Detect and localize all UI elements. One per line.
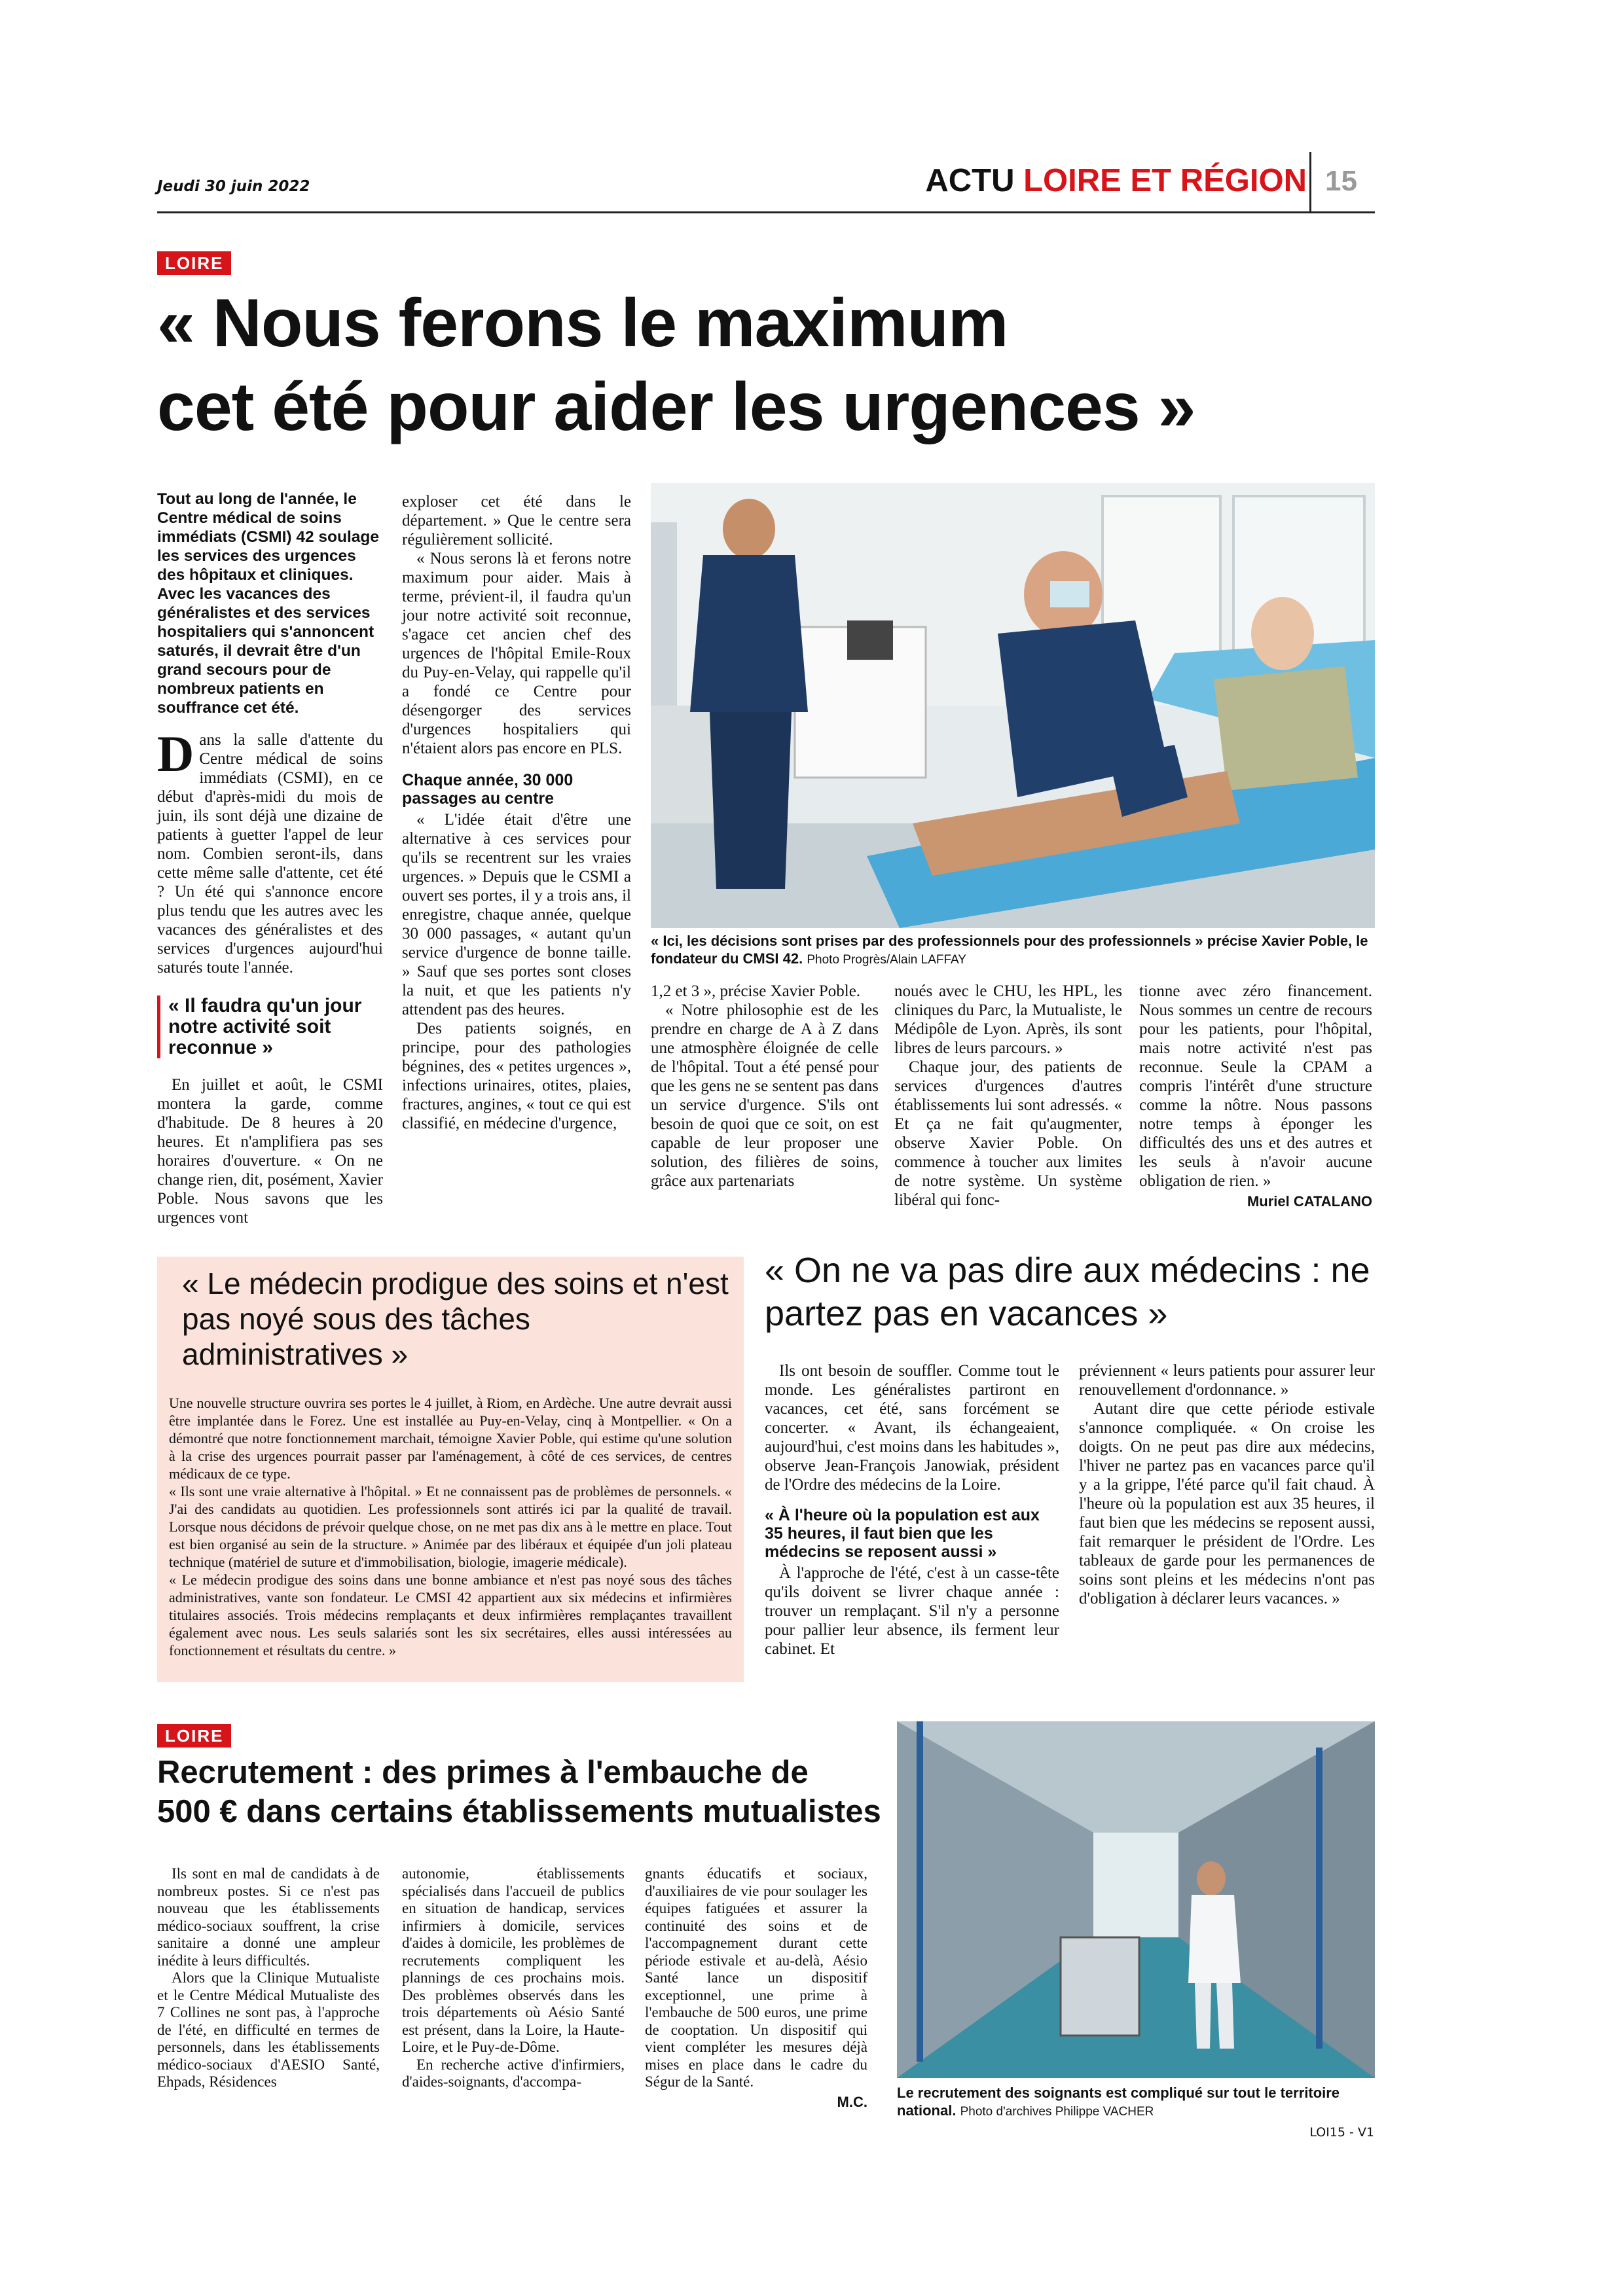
side-headline: « On ne va pas dire aux médecins : ne partez pas en vacances » — [765, 1251, 1370, 1333]
article-lead: Tout au long de l'année, le Centre médical de soins immédiats (CSMI) 42 soulage les services des urgences des hôpitaux et cliniques. Avec les vacances des généralistes et des services hospitaliers qui s'annoncent saturés, il devrait être d'un grand secours pour de nombreux patients en souffrance cet été. — [157, 490, 380, 717]
side-column-2 — [1079, 1361, 1375, 1608]
header-divider-vertical — [1309, 152, 1311, 212]
box-paragraph: Une nouvelle structure ouvrira ses portes le 4 juillet, à Riom, en Ardèche. Une autre devrait aussi être implantée dans le Forez. Une est installée au Puy-en-Velay, cinq à Montpellier. « On a démontré que notre fonctionnement marchait, témoigne Xavier Poble, qui estime qu'une solution à la crise des urgences pourrait passer par l'aménagement, à côté de ces services, de centres médicaux de ce type. — [169, 1395, 732, 1482]
second-headline-line-1: Recrutement : des primes à l'embauche de — [157, 1755, 809, 1790]
second-column-2 — [402, 1865, 625, 2091]
article-column-4 — [894, 982, 1122, 1210]
photo-credit: Photo Progrès/Alain LAFFAY — [807, 953, 966, 967]
article-paragraph: Ils ont besoin de souffler. Comme tout le monde. Les généralistes partiront en vacances, cet été, sans forcément se concerter. « Avant, ils échangeaient, aujourd'hui, c'est moins dans les habitudes », observe Jean-François Janowiak, président de l'Ordre des médecins de la Loire. — [765, 1362, 1059, 1494]
article-paragraph: gnants éducatifs et sociaux, d'auxiliaires de vie pour soulager les équipes fatiguées et assurer la continuité des soins et de l'accompagnement durant cette période estivale et au-delà, Aésio Santé lance un dispositif exceptionnel, une prime à l'embauche de 500 euros, une prime de cooptation. Un dispositif qui vient compléter les mesures déjà mises en place dans le cadre du Ségur de la Santé. — [645, 1865, 867, 2090]
article-paragraph: À l'approche de l'été, c'est à un casse-tête qu'ils doivent se livrer chaque année : trouver un remplaçant. S'il n'y a personne pour pallier leur absence, ils ferment leur cabinet. Et — [765, 1564, 1059, 1658]
article-subheading: Chaque année, 30 000 passages au centre — [402, 771, 574, 808]
side-column-1 — [765, 1361, 1059, 1659]
section-tag-loire: LOIRE — [157, 251, 231, 275]
article-paragraph: Alors que la Clinique Mutualiste et le Centre Médical Mutualiste des 7 Collines ne sont pas, à l'approche de l'été, en difficulté en termes de personnels, dans les établissements médico-sociaux d'AESIO Santé, Ehpads, Résidences — [157, 1969, 380, 2090]
section-header — [925, 162, 1307, 199]
page-number: 15 — [1325, 165, 1357, 197]
corridor-illustration — [897, 1721, 1375, 2078]
page-code: LOI15 - V1 — [1309, 2125, 1374, 2140]
header-rule — [157, 211, 1375, 213]
article-paragraph: préviennent « leurs patients pour assurer leur renouvellement d'ordonnance. » — [1079, 1362, 1375, 1399]
section-name: LOIRE ET RÉGION — [1023, 163, 1307, 198]
second-photo-caption — [897, 2084, 1375, 2121]
article-subheading: « À l'heure où la population est aux 35 heures, il faut bien que les médecins se reposent aussi » — [765, 1506, 1040, 1561]
article-paragraph: exploser cet été dans le département. » Que le centre sera régulièrement sollicité. — [402, 493, 631, 548]
author-signature: Muriel CATALANO — [1247, 1193, 1372, 1210]
headline-line-1: « Nous ferons le maximum — [157, 285, 1008, 361]
author-signature: M.C. — [837, 2093, 867, 2110]
caption-text: Le recrutement des soignants est compliqué sur tout le territoire national. — [897, 2085, 1340, 2119]
box-paragraph: « Le médecin prodigue des soins dans une bonne ambiance et n'est pas noyé sous des tâches administratives, vante son fondateur. Le CMSI 42 appartient aux six médecins et infirmières titulaires associés. Trois médecins remplaçants et deux infirmières remplaçantes travaillent également avec nous. Les seuls salariés sont les six secrétaires, elles aussi intéressées au fonctionnement et résultats du centre. » — [169, 1571, 732, 1659]
box-title: « Le médecin prodigue des soins et n'est pas noyé sous des tâches administratives » — [182, 1266, 729, 1371]
second-column-1 — [157, 1865, 380, 2091]
article-paragraph: tionne avec zéro financement. Nous sommes un centre de recours pour les patients, pour l'hôpital, mais notre activité n'est pas reconnue. Seule la CPAM a compris l'intérêt d'une structure comme la nôtre. Nous passons notre temps à éponger les difficultés des uns et des autres et les seuls à n'avoir aucune obligation de rien. » — [1139, 982, 1372, 1190]
section-tag-loire-2: LOIRE — [157, 1724, 231, 1748]
second-headline — [157, 1753, 881, 1831]
article-paragraph: Ils sont en mal de candidats à de nombreux postes. Si ce n'est pas nouveau que les établissements médico-sociaux souffrent, la crise sanitaire a donné une ampleur inédite à leurs difficultés. — [157, 1865, 380, 1969]
article-column-5 — [1139, 982, 1372, 1210]
headline-line-2: cet été pour aider les urgences » — [157, 369, 1195, 445]
box-paragraph: « Ils sont une vraie alternative à l'hôpital. » Et ne connaissent pas de problèmes de personnels. « J'ai des candidats au quotidien. Les professionnels sont attirés ici par la qualité de travail. Lorsque nous décidons de prévoir quelque chose, on ne met pas dix ans à le mettre en place. Tout est bien organisé au sein de la structure. » Animée par des libéraux et équipée d'un joli plateau technique (matériel de suture et d'immobilisation, biologie, imagerie médicale). — [169, 1483, 732, 1570]
article-paragraph: « Notre philosophie est de les prendre en charge de A à Z dans une atmosphère éloignée de celle de l'hôpital. Tout a été pensé pour que les gens ne se sentent pas dans un service d'urgence. S'ils ont besoin de quoi que ce soit, on est capable de leur proposer une solution, des filières de soins, grâce aux partenariats — [651, 1001, 879, 1190]
article-paragraph: Chaque jour, des patients de services d'urgences d'autres établissements lui sont adressés. « Et ça ne fait qu'augmenter, observe Xavier Poble. On commence à toucher aux limites de notre système. Un système libéral qui fonc- — [894, 1058, 1122, 1209]
issue-date: Jeudi 30 juin 2022 — [157, 178, 310, 195]
main-photo-caption — [651, 932, 1375, 969]
article-paragraph: 1,2 et 3 », précise Xavier Poble. — [651, 982, 861, 1000]
main-headline — [157, 281, 1195, 449]
article-photo-hospital-corridor — [897, 1721, 1375, 2078]
article-column-2 — [402, 492, 631, 1133]
article-paragraph: En recherche active d'infirmiers, d'aides-soignants, d'accompa- — [402, 2056, 625, 2090]
second-column-3 — [645, 1865, 867, 2111]
sidebar-box — [157, 1257, 744, 1682]
article-paragraph: « L'idée était d'être une alternative à ces services pour qu'ils se recentrent sur les vraies urgences. » Depuis que le CSMI a ouvert ses portes, il y a trois ans, il enregistre, chaque année, quelque 30 000 passages, « autant qu'un service d'urgence de bonne taille. » Sauf que ses portes sont closes la nuit, et que les patients n'y attendent pas des heures. — [402, 811, 631, 1018]
article-paragraph: autonomie, établissements spécialisés dans l'accueil de publics en situation de handicap, services infirmiers à domicile, services d'aides à domicile, les problèmes de recrutements compliquent les plannings de ces prochains mois. Des problèmes observés dans les trois départements où Aésio Santé est présent, dans la Loire, la Haute-Loire, et le Puy-de-Dôme. — [402, 1865, 625, 2055]
article-column-1 — [157, 490, 383, 1227]
article-paragraph: En juillet et août, le CSMI montera la garde, comme d'habitude. De 8 heures à 20 heures. Et n'amplifiera pas ses horaires d'ouverture. « On ne change rien, dit, posément, Xavier Poble. Nous savons que les urgences vont — [157, 1076, 383, 1227]
section-prefix: ACTU — [925, 163, 1015, 198]
pull-quote: « Il faudra qu'un jour notre activité soit reconnue » — [157, 996, 383, 1058]
article-paragraph: « Nous serons là et ferons notre maximum pour aider. Mais à terme, prévient-il, il faudra qu'un jour notre activité soit reconnue, s'agace cet ancien chef des urgences de l'hôpital Emile-Roux du Puy-en-Velay, qui rappelle qu'il a fondé ce Centre pour désengorger des services d'urgences hospitaliers qui n'étaient alors pas encore en PLS. — [402, 550, 631, 757]
article-paragraph: Autant dire que cette période estivale s'annonce compliquée. « On croise les doigts. On ne peut pas dire aux médecins, l'hiver ne partez pas en vacances parce qu'il y a la grippe, l'été parce qu'il fait chaud. À l'heure où la population est aux 35 heures, il faut bien que les médecins se reposent aussi, fait remarquer le président de l'Ordre. Les tableaux de garde pour les permanences de soins sont pleins et les médecins n'ont pas d'obligation à déclarer leurs vacances. » — [1079, 1400, 1375, 1607]
article-photo-medical-exam — [651, 483, 1375, 928]
drop-cap: D — [157, 725, 194, 782]
photo-illustration — [651, 483, 1375, 928]
article-paragraph: noués avec le CHU, les HPL, les cliniques du Parc, la Mutualiste, le Médipôle de Lyon. Après, ils sont libres de leurs parcours. » — [894, 982, 1122, 1057]
article-paragraph: Dans la salle d'attente du Centre médical de soins immédiats (CSMI), en ce début d'après-midi du mois de juin, ils sont déjà une dizaine de patients à guetter l'appel de leur nom. Combien seront-ils, dans cette même salle d'attente, cet été ? Un été qui s'annonce encore plus tendu que les autres avec les vacances des généralistes et des services d'urgences aujourd'hui saturés toute l'année. — [157, 725, 383, 977]
caption-text: « Ici, les décisions sont prises par des professionnels pour des professionnels » précise Xavier Poble, le fondateur du CMSI 42. — [651, 933, 1368, 967]
article-column-3 — [651, 982, 879, 1191]
photo-credit: Photo d'archives Philippe VACHER — [960, 2105, 1154, 2119]
second-headline-line-2: 500 € dans certains établissements mutualistes — [157, 1794, 881, 1829]
article-paragraph: Des patients soignés, en principe, pour des pathologies bégnines, des « petites urgences », infections urinaires, otites, plaies, fractures, angines, « tout ce qui est classifié, en médecine d'urgence, — [402, 1020, 631, 1132]
